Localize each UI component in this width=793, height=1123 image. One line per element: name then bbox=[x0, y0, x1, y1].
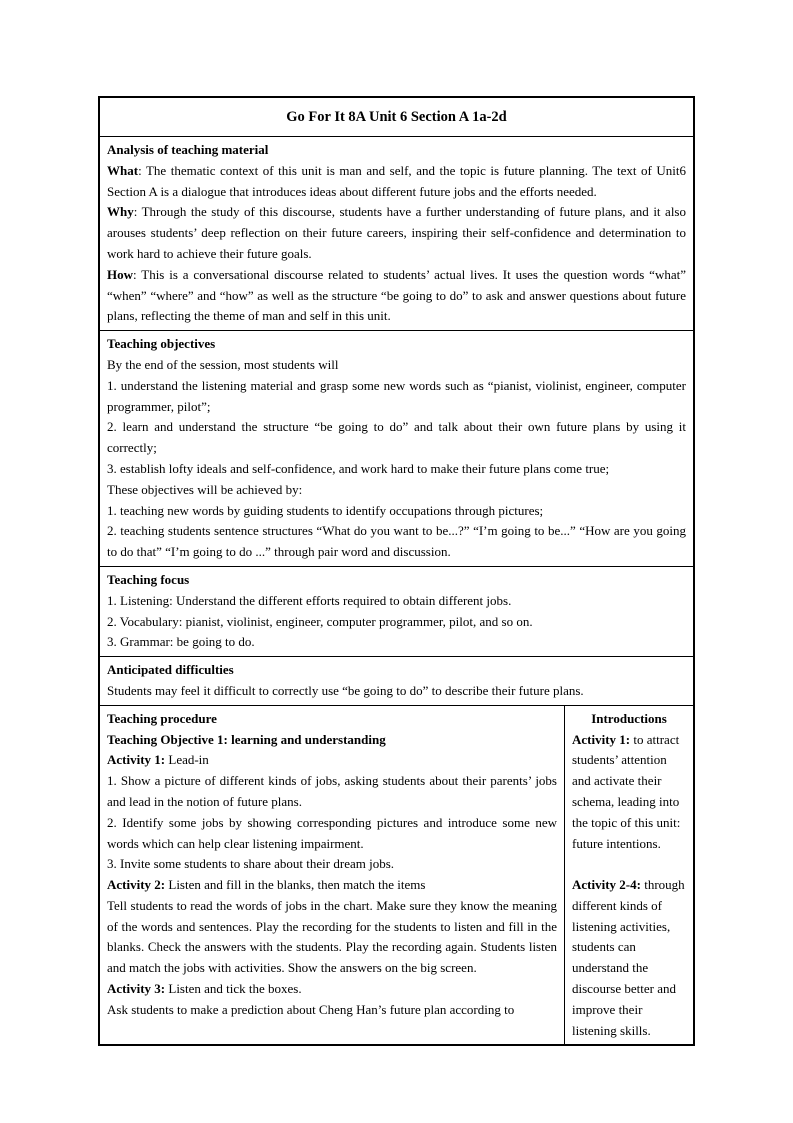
why-text: : Through the study of this discourse, students have a further understanding of future plans, and it also arouses students’ deep reflection on their future careers, inspiring their self-confidence and determination to work hard to achieve their future goals. bbox=[107, 204, 686, 261]
what-text: : The thematic context of this unit is man and self, and the topic is future planning. The text of Unit6 Section A is a dialogue that introduces ideas about different future jobs and the efforts needed. bbox=[107, 162, 686, 199]
intro-activity-1-label: Activity 1: bbox=[572, 731, 631, 747]
objectives-line: 3. establish lofty ideals and self-confidence, and work hard to make their future plans come true; bbox=[107, 460, 610, 476]
focus-line: 2. Vocabulary: pianist, violinist, engineer, computer programmer, pilot, and so on. bbox=[107, 613, 533, 629]
activity-3-label: Activity 3: bbox=[107, 981, 166, 997]
activity-1-label: Activity 1: bbox=[107, 752, 166, 768]
spacer bbox=[572, 854, 686, 875]
objective-1-heading: Teaching Objective 1: learning and understanding bbox=[107, 731, 386, 747]
focus-line: 3. Grammar: be going to do. bbox=[107, 634, 255, 650]
analysis-heading: Analysis of teaching material bbox=[107, 142, 269, 157]
objectives-line: 1. understand the listening material and grasp some new words such as “pianist, violinist, engineer, computer programmer, pilot”; bbox=[107, 377, 686, 414]
activity-1-step: 3. Invite some students to share about their dream jobs. bbox=[107, 856, 395, 872]
how-label: How bbox=[107, 266, 133, 282]
activity-2-title bbox=[107, 875, 557, 896]
activity-1-step: 1. Show a picture of different kinds of jobs, asking students about their parents’ jobs and lead in the notion of future plans. bbox=[107, 773, 557, 809]
objectives-heading: Teaching objectives bbox=[107, 336, 216, 352]
objectives-line: 1. teaching new words by guiding students to identify occupations through pictures; bbox=[107, 502, 544, 518]
activity-3-text: Ask students to make a prediction about Cheng Han’s future plan according to bbox=[107, 1001, 515, 1017]
focus-line: 1. Listening: Understand the different efforts required to obtain different jobs. bbox=[107, 592, 512, 608]
activity-1-name: Lead-in bbox=[165, 752, 209, 768]
objectives-line: 2. teaching students sentence structures “What do you want to be...?” “I’m going to be...” “How are you going to do that” “I’m going to do ...” through pair word and discussion. bbox=[107, 523, 686, 560]
activity-2-text: Tell students to read the words of jobs in the chart. Make sure they know the meaning of the words and sentences. Play the recording for the students to listen and fill in the blanks. Check the answers with the students. Play the recording again. Students listen and match the jobs with activities. Show the answers on the big screen. bbox=[107, 897, 557, 976]
activity-3-name: Listen and tick the boxes. bbox=[165, 981, 302, 997]
activity-2-label: Activity 2: bbox=[107, 877, 166, 893]
difficulties-section bbox=[100, 657, 693, 706]
how-text: : This is a conversational discourse related to students’ actual lives. It uses the question words “what” “when” “where” and “how” as well as the structure “be going to do” to ask and answer questions about future plans, reflecting the theme of man and self in this unit. bbox=[107, 266, 686, 324]
introductions-column bbox=[565, 706, 693, 1045]
analysis-what bbox=[107, 161, 686, 203]
intro-activity-2-4-label: Activity 2-4: bbox=[572, 877, 641, 893]
introductions-heading: Introductions bbox=[591, 710, 667, 726]
procedure-heading: Teaching procedure bbox=[107, 710, 217, 726]
activity-1-step: 2. Identify some jobs by showing corresponding pictures and introduce some new words which can help clear listening impairment. bbox=[107, 814, 557, 851]
focus-heading: Teaching focus bbox=[107, 571, 190, 587]
objectives-line: 2. learn and understand the structure “be going to do” and talk about their own future plans by using it correctly; bbox=[107, 419, 686, 456]
lesson-plan-table bbox=[98, 96, 695, 1046]
difficulties-text: Students may feel it difficult to correctly use “be going to do” to describe their future plans. bbox=[107, 682, 584, 698]
activity-2-name: Listen and fill in the blanks, then match the items bbox=[165, 877, 426, 893]
analysis-why bbox=[107, 202, 686, 264]
objectives-line: By the end of the session, most students will bbox=[107, 356, 339, 372]
analysis-how bbox=[107, 265, 686, 327]
intro-activity-2-4 bbox=[572, 875, 686, 1041]
activity-3-title bbox=[107, 979, 557, 1000]
procedure-section bbox=[100, 706, 693, 1045]
analysis-section bbox=[100, 137, 693, 331]
intro-activity-2-4-text: through different kinds of listening activities, students can understand the discourse better and improve their listening skills. bbox=[572, 877, 685, 1038]
intro-activity-1 bbox=[572, 730, 686, 855]
document-title: Go For It 8A Unit 6 Section A 1a-2d bbox=[100, 98, 693, 137]
procedure-column bbox=[100, 706, 565, 1045]
activity-1-title bbox=[107, 750, 557, 771]
intro-activity-1-text: to attract students’ attention and activate their schema, leading into the topic of this unit: future intentions. bbox=[572, 731, 681, 851]
why-label: Why bbox=[107, 204, 134, 220]
focus-section bbox=[100, 567, 693, 657]
objectives-line: These objectives will be achieved by: bbox=[107, 481, 303, 497]
objectives-section bbox=[100, 331, 693, 567]
what-label: What bbox=[107, 162, 139, 178]
difficulties-heading: Anticipated difficulties bbox=[107, 662, 234, 678]
